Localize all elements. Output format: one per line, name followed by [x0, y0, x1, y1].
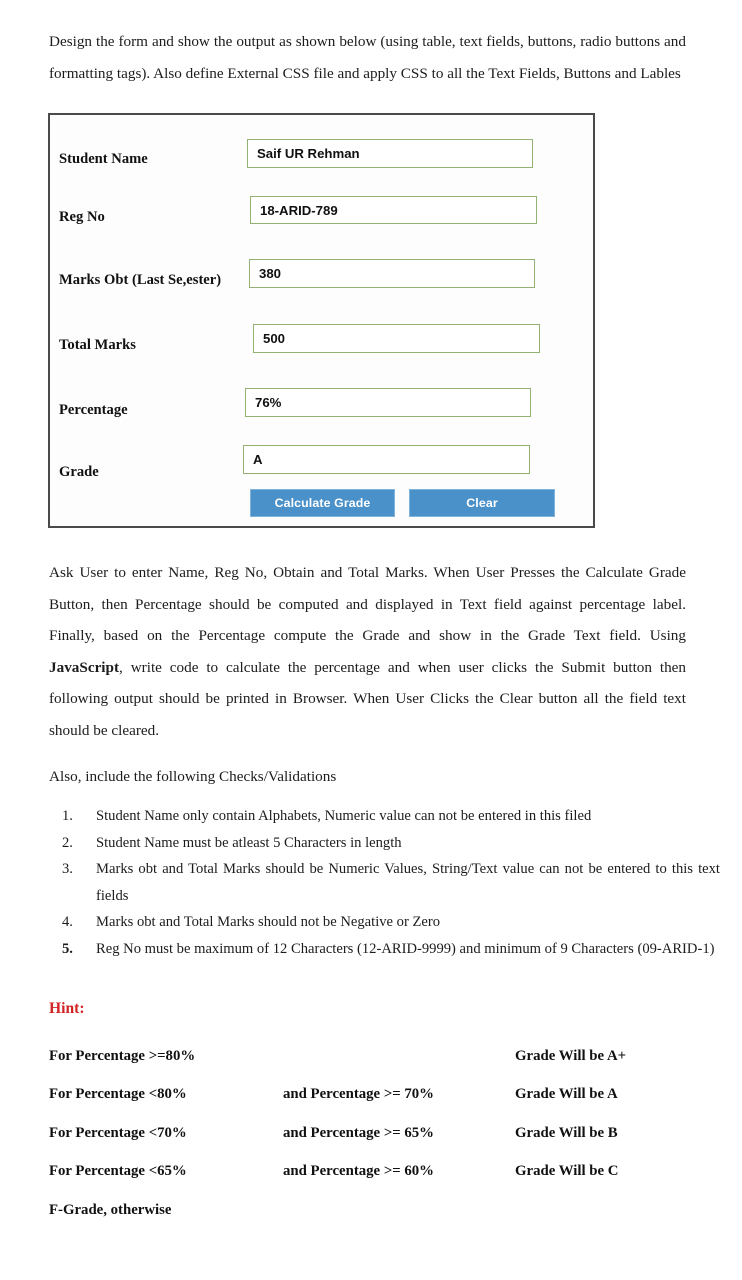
student-name-input[interactable] — [247, 139, 533, 168]
rule-condition-2: and Percentage >= 60% — [283, 1163, 434, 1180]
table-row — [49, 1076, 686, 1115]
validation-text: Reg No must be maximum of 12 Characters (12-ARID-9999) and minimum of 9 Characters (09-ARID-1) — [96, 940, 715, 957]
rule-grade: Grade Will be C — [515, 1163, 619, 1180]
list-item — [96, 856, 720, 909]
table-row — [49, 1037, 686, 1076]
validations-intro: Also, include the following Checks/Validations — [49, 768, 337, 785]
grade-rules-table — [49, 1037, 686, 1230]
validation-text: Student Name must be atleast 5 Characters in length — [96, 834, 402, 851]
rule-grade: Grade Will be A — [515, 1086, 618, 1103]
hint-title: Hint: — [49, 1000, 85, 1017]
rule-grade: Grade Will be A+ — [515, 1047, 627, 1064]
description-paragraph — [49, 557, 686, 746]
rule-condition-2 — [283, 1037, 515, 1076]
reg-no-input[interactable] — [250, 196, 537, 224]
rule-condition-1: For Percentage <65% — [49, 1163, 187, 1180]
label-student-name: Student Name — [59, 151, 148, 167]
label-grade: Grade — [59, 464, 99, 480]
validation-text: Marks obt and Total Marks should not be Negative or Zero — [96, 914, 441, 931]
description-part1: Ask User to enter Name, Reg No, Obtain and Total Marks. When User Presses the Calculate Grade Button, then Percentage should be computed and displayed in Text field against percentage label. Finally, based on the Percentage compute the Grade and show in the Grade Text field. Using — [49, 564, 686, 644]
total-marks-input[interactable] — [253, 324, 540, 353]
rule-condition-1: For Percentage <80% — [49, 1086, 187, 1103]
label-percentage: Percentage — [59, 402, 128, 418]
description-part2: , write code to calculate the percentage and when user clicks the Submit button then following output should be printed in Browser. When User Clicks the Clear button all the field text should be cleared. — [49, 658, 686, 739]
description-bold-javascript: JavaScript — [49, 658, 120, 676]
list-item — [96, 936, 720, 963]
list-item — [96, 830, 720, 857]
table-row — [49, 1114, 686, 1153]
label-marks-obtained: Marks Obt (Last Se,ester) — [59, 272, 222, 288]
list-item — [96, 909, 720, 936]
rule-grade: Grade Will be B — [515, 1124, 618, 1141]
student-grade-form-card — [48, 113, 595, 528]
table-row — [49, 1191, 686, 1230]
rule-grade — [515, 1191, 686, 1230]
calculate-grade-button[interactable]: Calculate Grade — [250, 489, 395, 517]
grade-input[interactable] — [243, 445, 530, 474]
rule-default: F-Grade, otherwise — [49, 1201, 172, 1218]
validations-list — [62, 803, 720, 963]
validation-text: Marks obt and Total Marks should be Numeric Values, String/Text value can not be entered to this text fields — [96, 861, 720, 904]
rule-condition-1: For Percentage >=80% — [49, 1047, 196, 1064]
rule-condition-1: For Percentage <70% — [49, 1124, 187, 1141]
percentage-input[interactable] — [245, 388, 531, 417]
marks-obtained-input[interactable] — [249, 259, 535, 288]
rule-condition-2: and Percentage >= 70% — [283, 1086, 434, 1103]
validation-text: Student Name only contain Alphabets, Numeric value can not be entered in this filed — [96, 808, 592, 824]
intro-paragraph: Design the form and show the output as shown below (using table, text fields, buttons, radio buttons and formatting tags). Also define External CSS file and apply CSS to all the Text Fields, Buttons and Lables — [49, 33, 686, 82]
table-row — [49, 1153, 686, 1192]
label-reg-no: Reg No — [59, 209, 105, 225]
label-total-marks: Total Marks — [59, 337, 136, 353]
rule-condition-2 — [283, 1191, 515, 1230]
clear-button[interactable]: Clear — [409, 489, 555, 517]
list-item — [96, 803, 720, 830]
rule-condition-2: and Percentage >= 65% — [283, 1124, 434, 1141]
